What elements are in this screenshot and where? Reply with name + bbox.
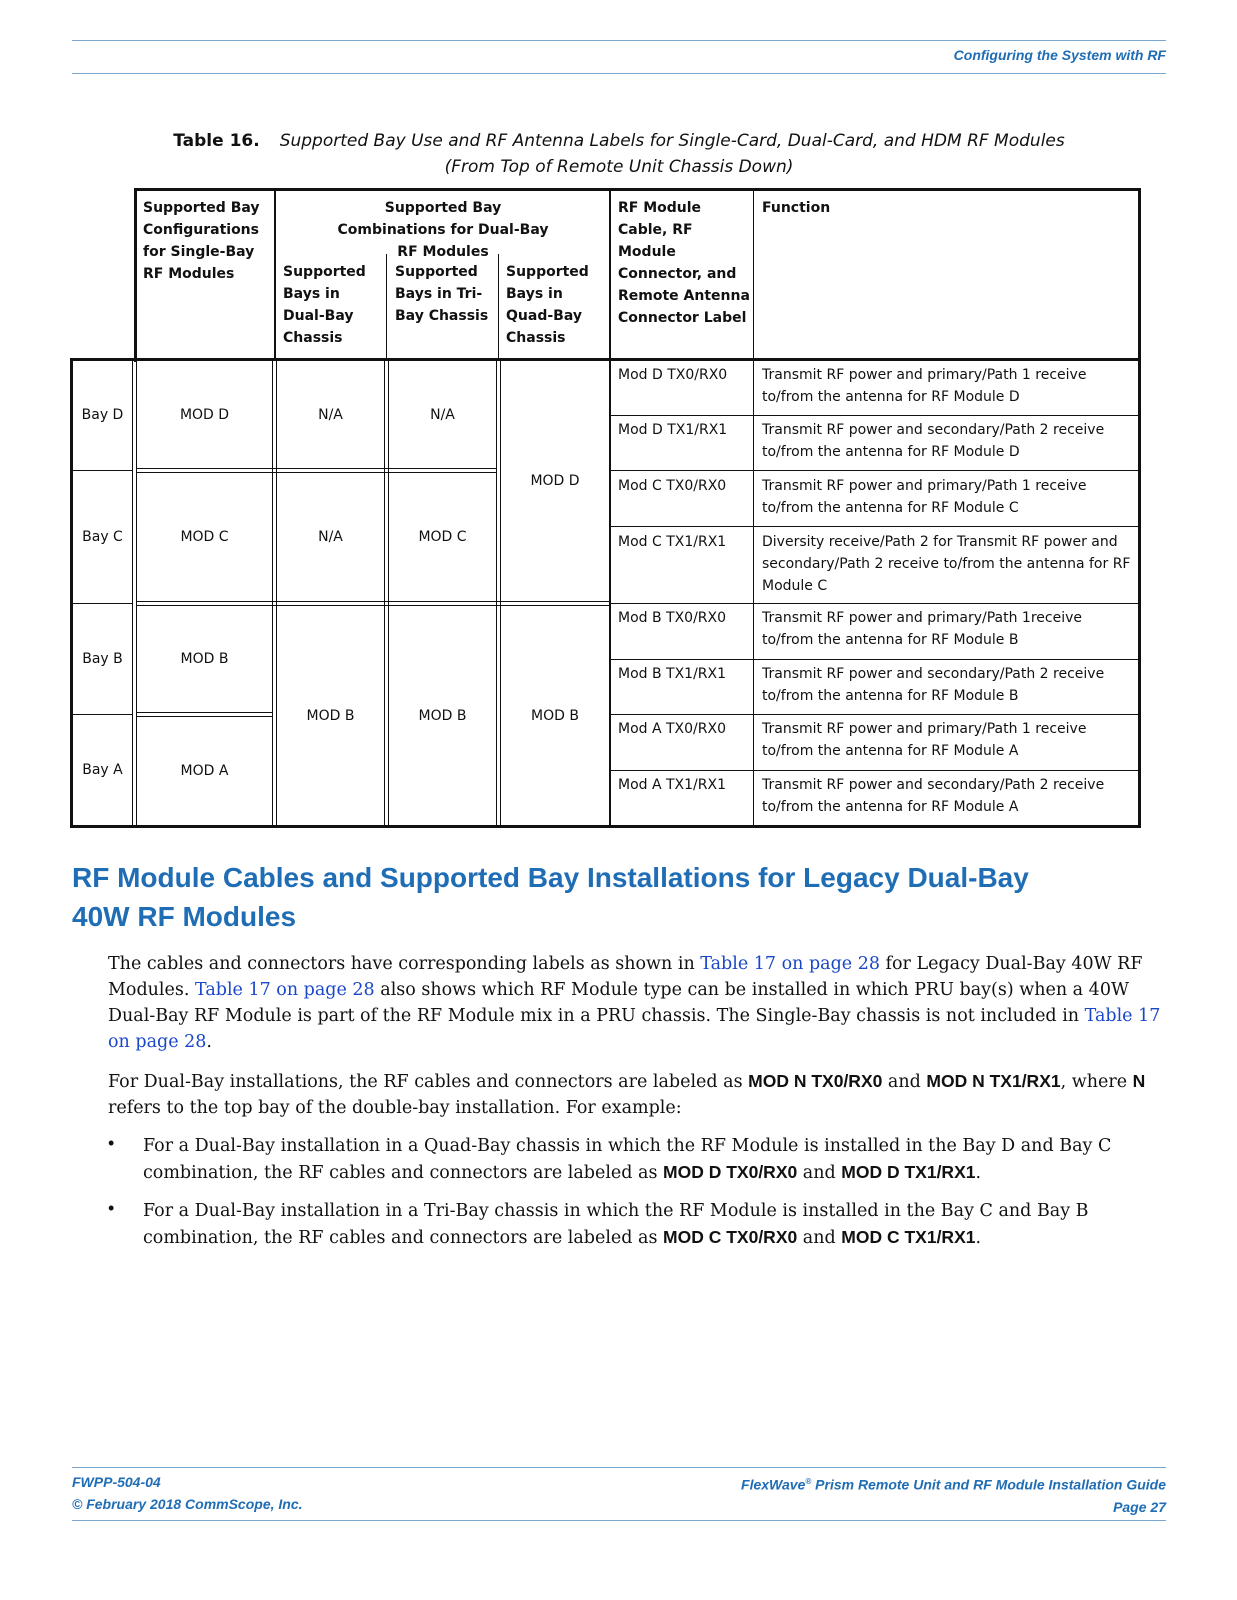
footer-left	[72, 1471, 303, 1515]
tri-bay-cell: MOD C	[418, 529, 467, 545]
tri-bay-cell: N/A	[430, 406, 455, 423]
bullet-marker: •	[108, 1133, 115, 1153]
table-link[interactable]: Table 17 on page 28	[108, 1006, 1161, 1052]
table-bottom-border	[70, 825, 1141, 828]
table-link[interactable]: Table 17 on page 28	[195, 980, 375, 1000]
bullet-text: For a Dual-Bay installation in a Quad-Bay chassis in which the RF Module is installed in the Bay D and Bay C combination, the RF cables and connectors are labeled as	[143, 1136, 1112, 1183]
dual-bay-cell: N/A	[318, 406, 343, 423]
footer-rule-top	[72, 1467, 1166, 1468]
para-text: , where	[1060, 1072, 1133, 1092]
para-text: .	[206, 1032, 212, 1052]
bullet-item	[143, 1133, 1143, 1186]
quad-bay-cell: MOD D	[530, 473, 580, 489]
table-header-left-border	[134, 188, 137, 362]
header-divider-func	[753, 188, 754, 360]
col-div-conn	[753, 360, 754, 826]
col-div-tri-a	[496, 360, 497, 826]
section-header: Configuring the System with RF	[953, 47, 1166, 63]
row-sep-r5	[611, 659, 1139, 660]
para-text: refers to the top bay of the double-bay installation. For example:	[108, 1098, 682, 1118]
bullet-item	[143, 1198, 1143, 1251]
header-connector: RF Module Cable, RF Module Connector, and Remote Antenna Connector Label	[618, 200, 750, 326]
connector-cell: Mod D TX0/RX0	[618, 367, 728, 383]
bold-label: MOD D TX0/RX0	[663, 1162, 798, 1182]
bullet-text: .	[975, 1228, 982, 1248]
row-sep-r1	[611, 415, 1139, 416]
footer-title	[741, 1471, 1166, 1496]
para-text: For Dual-Bay installations, the RF cables and connectors are labeled as	[108, 1072, 749, 1092]
table-header-top-border	[134, 188, 1141, 191]
header-tri-bay-chassis: Supported Bays in Tri-Bay Chassis	[395, 264, 489, 324]
function-cell: Transmit RF power and secondary/Path 2 receive to/from the antenna for RF Module D	[762, 422, 1105, 460]
bold-label: N	[1132, 1071, 1146, 1091]
col-div-single-a	[272, 360, 273, 826]
bold-label: MOD C TX0/RX0	[663, 1227, 798, 1247]
para-text: The cables and connectors have corresponding labels as shown in	[108, 954, 701, 974]
footer-copyright: © February 2018 CommScope, Inc.	[72, 1496, 303, 1512]
header-dual-bay-group: Supported Bay Combinations for Dual-Bay RF Modules	[337, 200, 549, 260]
connector-cell: Mod A TX0/RX0	[618, 721, 727, 737]
para-text: for Legacy Dual-Bay 40W RF Modules.	[108, 954, 1143, 1000]
row-sep-ba-a	[137, 712, 273, 713]
function-cell: Diversity receive/Path 2 for Transmit RF power and secondary/Path 2 receive to/from the antenna for RF Module C	[762, 534, 1131, 594]
para-text: and	[882, 1072, 927, 1092]
footer-page: Page 27	[1113, 1498, 1166, 1515]
bold-label: MOD N TX0/RX0	[748, 1071, 883, 1091]
col-div-bay-a	[132, 360, 133, 826]
connector-cell: Mod B TX1/RX1	[618, 666, 727, 682]
function-cell: Transmit RF power and secondary/Path 2 receive to/from the antenna for RF Module A	[762, 777, 1105, 815]
bullet-marker: •	[108, 1198, 115, 1218]
single-bay-cell: MOD A	[180, 763, 229, 779]
header-divider-1	[274, 188, 276, 360]
bay-label: Bay B	[82, 650, 123, 667]
bullet-text: .	[975, 1163, 982, 1183]
bold-label: MOD D TX1/RX1	[841, 1162, 976, 1182]
connector-cell: Mod A TX1/RX1	[618, 777, 727, 793]
table-right-border	[1138, 188, 1141, 828]
quad-bay-cell: MOD B	[531, 707, 579, 724]
para-text: also shows which RF Module type can be installed in which PRU bay(s) when a 40W Dual-Bay RF Module is part of the RF Module mix in a PRU chassis. The Single-Bay chassis is not included in	[108, 980, 1129, 1026]
footer-rule-bottom	[72, 1520, 1166, 1521]
bold-label: MOD C TX1/RX1	[841, 1227, 976, 1247]
footer-doc-id: FWPP-504-04	[72, 1474, 161, 1490]
single-bay-cell: MOD B	[180, 651, 229, 667]
connector-cell: Mod B TX0/RX0	[618, 610, 727, 626]
row-sep-dc-a	[137, 468, 497, 469]
dual-bay-cell: N/A	[318, 529, 343, 545]
function-cell: Transmit RF power and primary/Path 1receive to/from the antenna for RF Module B	[762, 610, 1082, 648]
header-function: Function	[762, 200, 831, 216]
footer-title-rest: Prism Remote Unit and RF Module Installation Guide	[811, 1476, 1166, 1493]
dual-bay-cell: MOD B	[306, 707, 355, 724]
bay-label: Bay D	[81, 407, 124, 423]
tri-bay-cell: MOD B	[418, 707, 467, 724]
connector-cell: Mod D TX1/RX1	[618, 422, 728, 438]
section-heading	[72, 858, 1132, 936]
header-single-bay: Supported Bay Configurations for Single-Bay RF Modules	[143, 200, 260, 282]
row-sep-r6	[611, 714, 1139, 715]
connector-cell: Mod C TX1/RX1	[618, 534, 727, 550]
paragraph	[108, 1068, 1166, 1121]
bullet-text: For a Dual-Bay installation in a Tri-Bay chassis in which the RF Module is installed in the Bay C and Bay B combination, the RF cables and connectors are labeled as	[143, 1201, 1089, 1248]
header-dual-bay-chassis: Supported Bays in Dual-Bay Chassis	[283, 264, 366, 346]
caption-number: Table 16.	[173, 131, 260, 151]
row-sep-r7	[611, 770, 1139, 771]
bay-label: Bay A	[82, 762, 123, 778]
connector-cell: Mod C TX0/RX0	[618, 478, 727, 494]
col-div-dual-a	[384, 360, 385, 826]
bay-label: Bay C	[82, 528, 123, 545]
function-cell: Transmit RF power and primary/Path 1 receive to/from the antenna for RF Module C	[762, 478, 1087, 516]
footer-right	[741, 1471, 1166, 1518]
col-div-quad	[609, 360, 611, 826]
row-sep-r3	[611, 526, 1139, 527]
function-cell: Transmit RF power and primary/Path 1 receive to/from the antenna for RF Module A	[762, 721, 1087, 759]
single-bay-cell: MOD D	[179, 406, 230, 423]
caption-line1: Supported Bay Use and RF Antenna Labels for Single-Card, Dual-Card, and HDM RF Modules	[279, 131, 1065, 151]
bold-label: MOD N TX1/RX1	[926, 1071, 1061, 1091]
bullet-text: and	[797, 1163, 842, 1183]
header-subdivider-1	[386, 254, 387, 360]
header-divider-conn	[609, 188, 611, 360]
function-cell: Transmit RF power and secondary/Path 2 receive to/from the antenna for RF Module B	[762, 666, 1105, 704]
row-sep-cb-a	[137, 601, 610, 602]
footer-title-reg: ®	[805, 1477, 812, 1486]
footer-title-main: FlexWave	[741, 1476, 806, 1493]
caption-line2: (From Top of Remote Unit Chassis Down)	[444, 157, 794, 177]
section-heading-line2: 40W RF Modules	[72, 901, 297, 932]
bullet-text: and	[797, 1228, 842, 1248]
paragraph	[108, 951, 1166, 1055]
header-quad-bay-chassis: Supported Bays in Quad-Bay Chassis	[506, 264, 589, 346]
row-sep-r2	[611, 470, 1139, 471]
table-link[interactable]: Table 17 on page 28	[700, 954, 880, 974]
function-cell: Transmit RF power and primary/Path 1 receive to/from the antenna for RF Module D	[762, 367, 1087, 405]
section-heading-line1: RF Module Cables and Supported Bay Installations for Legacy Dual-Bay	[72, 862, 1029, 893]
header-subdivider-2	[498, 254, 499, 360]
row-sep-r4	[611, 603, 1139, 604]
single-bay-cell: MOD C	[180, 529, 229, 545]
